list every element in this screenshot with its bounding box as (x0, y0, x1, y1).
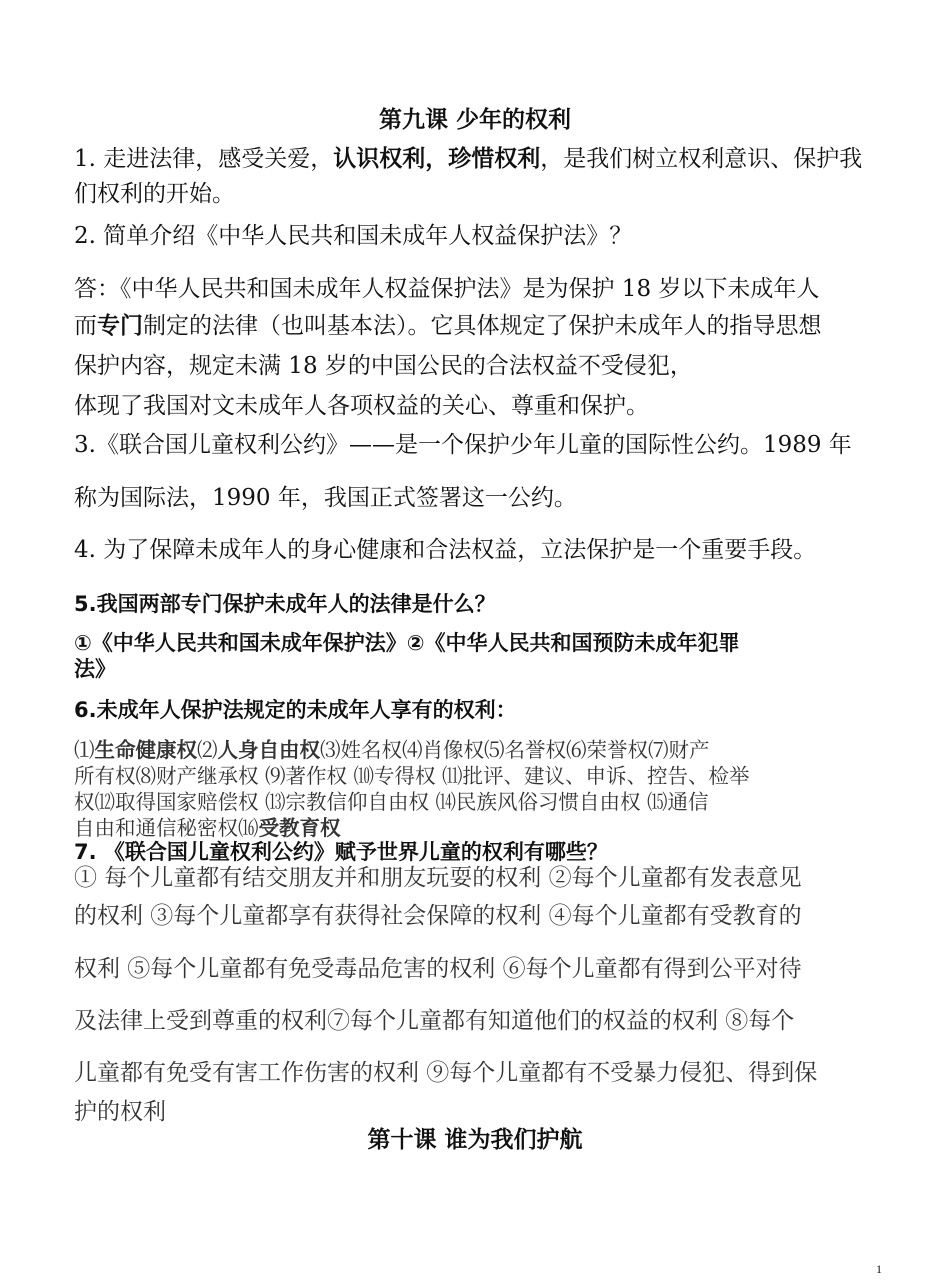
answer2-text-c: 制定的法律（也叫基本法）。它具体规定了保护未成年人的指导思想 (143, 313, 822, 339)
answer5 (74, 630, 884, 682)
answer5-line1: ①《中华人民共和国未成年保护法》②《中华人民共和国预防未成年犯罪 (74, 631, 740, 655)
answer7-line2: 的权利 ③每个儿童都享有获得社会保障的权利 ④每个儿童都有受教育的 (74, 903, 802, 929)
answer6-line3: 权⑿取得国家赔偿权 ⒀宗教信仰自由权 ⒁民族风俗习惯自由权 ⒂通信 (74, 790, 709, 814)
right-personal-freedom: 人身自由权 (217, 738, 320, 762)
point3-line2: 称为国际法，1990 年，我国正式签署这一公约。 (74, 485, 577, 511)
answer2-line2 (74, 310, 884, 342)
answer2-bold: 专门 (97, 312, 143, 339)
right-education: 受教育权 (258, 816, 341, 840)
answer6 (74, 737, 884, 841)
answer5-line2: 法》 (74, 657, 116, 681)
question5: 5.我国两部专门保护未成年人的法律是什么？ (74, 592, 496, 616)
question7: 7. 《联合国儿童权利公约》赋予世界儿童的权利有哪些？ (74, 840, 608, 864)
answer7-line4: 及法律上受到尊重的权利⑦每个儿童都有知道他们的权益的权利 ⑧每个 (74, 1008, 795, 1034)
answer7-line1: ① 每个儿童都有结交朋友并和朋友玩耍的权利 ②每个儿童都有发表意见 (74, 865, 802, 891)
right-num-1: ⑴ (74, 738, 95, 762)
point1-text-c: ，是我们树立权利意识、保护我 (540, 146, 863, 172)
answer2-text-a: 而 (74, 313, 97, 339)
right-num-2: ⑵ (197, 738, 218, 762)
rights-rest-4: 自由和通信秘密权⒃ (74, 816, 259, 840)
lesson10-title: 第十课 谁为我们护航 (367, 1126, 583, 1153)
answer2-line4: 体现了我国对文未成年人各项权益的关心、尊重和保护。 (74, 393, 649, 419)
page-number: 1 (876, 1262, 882, 1276)
answer7-line5: 儿童都有免受有害工作伤害的权利 ⑨每个儿童都有不受暴力侵犯、得到保 (74, 1060, 818, 1086)
question6: 6.未成年人保护法规定的未成年人享有的权利： (74, 698, 517, 722)
point4: 4. 为了保障未成年人的身心健康和合法权益，立法保护是一个重要手段。 (74, 537, 817, 563)
point3-line1: 3.《联合国儿童权利公约》——是一个保护少年儿童的国际性公约。1989 年 (74, 432, 852, 458)
point1-line2: 们权利的开始。 (74, 181, 235, 207)
point2-question: 2. 简单介绍《中华人民共和国未成年人权益保护法》？ (74, 223, 633, 249)
answer7-line3: 权利 ⑤每个儿童都有免受毒品危害的权利 ⑥每个儿童都有得到公平对待 (74, 956, 802, 982)
answer6-line2: 所有权⑻财产继承权 ⑼著作权 ⑽专得权 ⑾批评、建议、申诉、控告、检举 (74, 764, 750, 788)
answer7-line6: 护的权利 (74, 1099, 166, 1125)
lesson9-title: 第九课 少年的权利 (378, 106, 571, 133)
point1-bold: 认识权利，珍惜权利 (333, 145, 541, 172)
answer6-line1 (74, 737, 884, 763)
rights-rest-1: ⑶姓名权⑷肖像权⑸名誉权⑹荣誉权⑺财产 (320, 738, 710, 762)
right-life-health: 生命健康权 (94, 738, 197, 762)
answer2-line3: 保护内容，规定未满 18 岁的中国公民的合法权益不受侵犯， (74, 353, 693, 379)
point1-line1 (74, 143, 884, 175)
answer2-line1: 答：《中华人民共和国未成年人权益保护法》是为保护 18 岁以下未成年人 (74, 276, 820, 302)
point1-text-a: 1. 走进法律，感受关爱， (74, 146, 334, 172)
